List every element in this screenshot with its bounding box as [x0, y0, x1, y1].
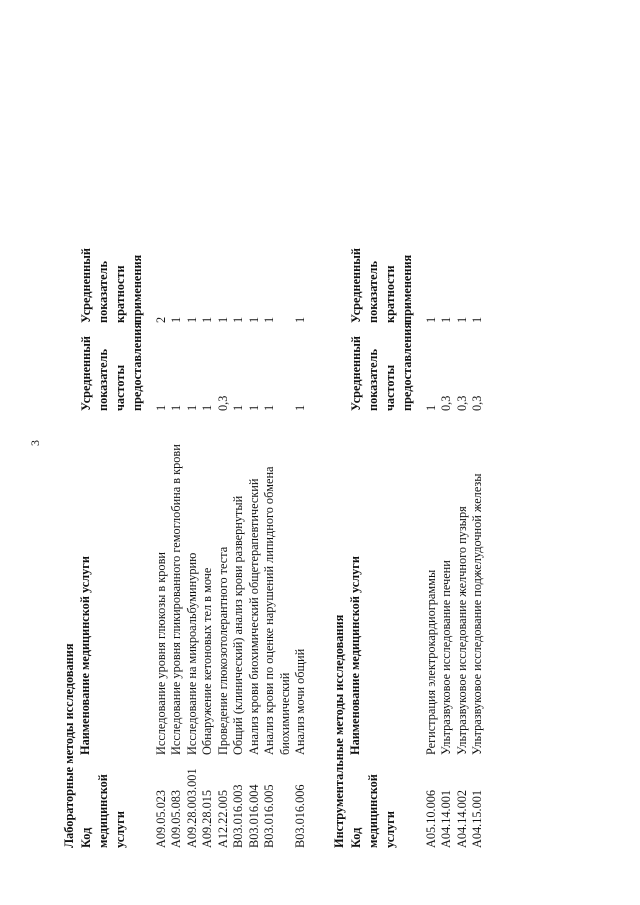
header-line: Усредненный	[348, 248, 363, 323]
row-frequency: 0,3	[454, 395, 469, 411]
row-frequency: 1	[246, 404, 261, 411]
lab-header-code	[78, 755, 146, 848]
row-code: A12.22.005	[215, 789, 230, 848]
row-name: Общий (клинический) анализ крови развернутый	[231, 495, 245, 755]
row-frequency: 1	[231, 404, 245, 411]
row-name: Исследование уровня глюкозы в крови	[153, 552, 168, 755]
instr-header-name	[348, 411, 416, 755]
row-name: Проведение глюкозотолерантного теста	[215, 546, 230, 755]
row-frequency: 1	[423, 404, 438, 411]
header-line: услуги	[382, 811, 397, 848]
row-multiplicity: 1	[262, 316, 276, 323]
row-name: Исследование на микроальбуминурию	[184, 552, 199, 755]
row-multiplicity: 1	[231, 316, 245, 323]
row-code: B03.016.006	[293, 784, 307, 848]
row-frequency: 1	[153, 404, 168, 411]
table-row	[455, 28, 471, 848]
table-row	[231, 28, 247, 848]
lab-table-header	[78, 28, 146, 848]
header-line: предоставления	[129, 321, 144, 411]
header-line: показатель	[365, 261, 380, 323]
page-number: 3	[28, 440, 42, 446]
row-code: A09.28.015	[200, 789, 214, 848]
instr-header-code	[348, 755, 416, 848]
header-line: частоты	[382, 364, 397, 411]
table-row	[200, 28, 216, 848]
row-multiplicity: 1	[169, 316, 183, 323]
table-row	[262, 28, 293, 848]
table-row	[216, 28, 232, 848]
row-multiplicity: 1	[454, 316, 469, 323]
table-row	[293, 28, 309, 848]
lab-header-frequency	[78, 323, 146, 411]
header-line: применения	[399, 254, 414, 323]
row-code: A09.05.083	[169, 789, 183, 848]
row-frequency: 1	[262, 404, 276, 411]
rotated-page-content	[62, 28, 482, 848]
header-line: Код	[348, 827, 363, 848]
header-line: Код	[78, 827, 93, 848]
header-line: кратности	[382, 265, 397, 323]
table-row	[154, 28, 170, 848]
row-name: Ультразвуковое исследование печени	[439, 560, 453, 755]
header-line: частоты	[112, 364, 127, 411]
table-row	[185, 28, 201, 848]
row-name: Ультразвуковое исследование поджелудочной железы	[470, 473, 484, 755]
table-row	[470, 28, 486, 848]
row-code: A04.14.002	[454, 789, 469, 848]
row-frequency: 1	[200, 404, 214, 411]
row-name: Анализ крови по оценке нарушений липидного обмена биохимический	[262, 466, 292, 755]
row-frequency: 0,3	[470, 395, 484, 411]
row-multiplicity: 1	[470, 316, 484, 323]
header-line: медицинской	[365, 774, 380, 848]
row-multiplicity: 1	[184, 316, 199, 323]
row-multiplicity: 1	[293, 316, 307, 323]
row-frequency: 1	[184, 404, 199, 411]
row-frequency: 1	[169, 404, 183, 411]
row-multiplicity: 1	[439, 316, 453, 323]
instrumental-heading: Инструментальные методы исследования	[332, 614, 346, 848]
header-line: Усредненный	[78, 248, 93, 323]
row-multiplicity: 1	[200, 316, 214, 323]
header-line: Наименование медицинской услуги	[347, 556, 362, 755]
table-row	[439, 28, 455, 848]
instr-header-frequency	[348, 323, 416, 411]
row-name: Анализ крови биохимический общетерапевтический	[246, 478, 261, 755]
header-line: услуги	[112, 811, 127, 848]
instrumental-table-header	[348, 28, 416, 848]
header-line: показатель	[365, 349, 380, 411]
instr-header-multiplicity	[348, 233, 416, 323]
row-multiplicity: 1	[215, 316, 230, 323]
row-frequency: 0,3	[215, 395, 230, 411]
row-code: A04.14.001	[439, 789, 453, 848]
table-row	[247, 28, 263, 848]
row-code: A05.10.006	[423, 789, 438, 848]
row-code: A04.15.001	[470, 789, 484, 848]
header-line: предоставления	[399, 321, 414, 411]
lab-header-multiplicity	[78, 233, 146, 323]
lab-header-name	[78, 411, 146, 755]
row-frequency: 0,3	[439, 395, 453, 411]
header-line: Усредненный	[348, 336, 363, 411]
row-code: A09.28.003.001	[184, 768, 199, 848]
row-code: B03.016.004	[246, 784, 261, 848]
table-row	[424, 28, 440, 848]
row-multiplicity: 1	[423, 316, 438, 323]
instrumental-section	[332, 28, 486, 848]
header-line: кратности	[112, 265, 127, 323]
row-name: Обнаружение кетоновых тел в моче	[200, 567, 214, 755]
row-code: B03.016.003	[231, 784, 245, 848]
header-line: медицинской	[95, 774, 110, 848]
lab-heading: Лабораторные методы исследования	[62, 643, 76, 848]
row-name: Ультразвуковое исследование желчного пузыря	[454, 506, 469, 755]
row-multiplicity: 1	[246, 316, 261, 323]
table-row	[169, 28, 185, 848]
row-code: B03.016.005	[262, 784, 276, 848]
header-line: показатель	[95, 261, 110, 323]
row-multiplicity: 2	[153, 316, 168, 323]
lab-section	[62, 28, 309, 848]
row-name: Анализ мочи общий	[293, 648, 307, 755]
row-name: Регистрация электрокардиограммы	[423, 569, 438, 755]
header-line: применения	[129, 254, 144, 323]
row-frequency: 1	[293, 404, 307, 411]
row-name: Исследование уровня гликированного гемоглобина в крови	[169, 444, 183, 755]
header-line: Усредненный	[78, 336, 93, 411]
row-code: A09.05.023	[153, 789, 168, 848]
header-line: показатель	[95, 349, 110, 411]
header-line: Наименование медицинской услуги	[77, 556, 92, 755]
